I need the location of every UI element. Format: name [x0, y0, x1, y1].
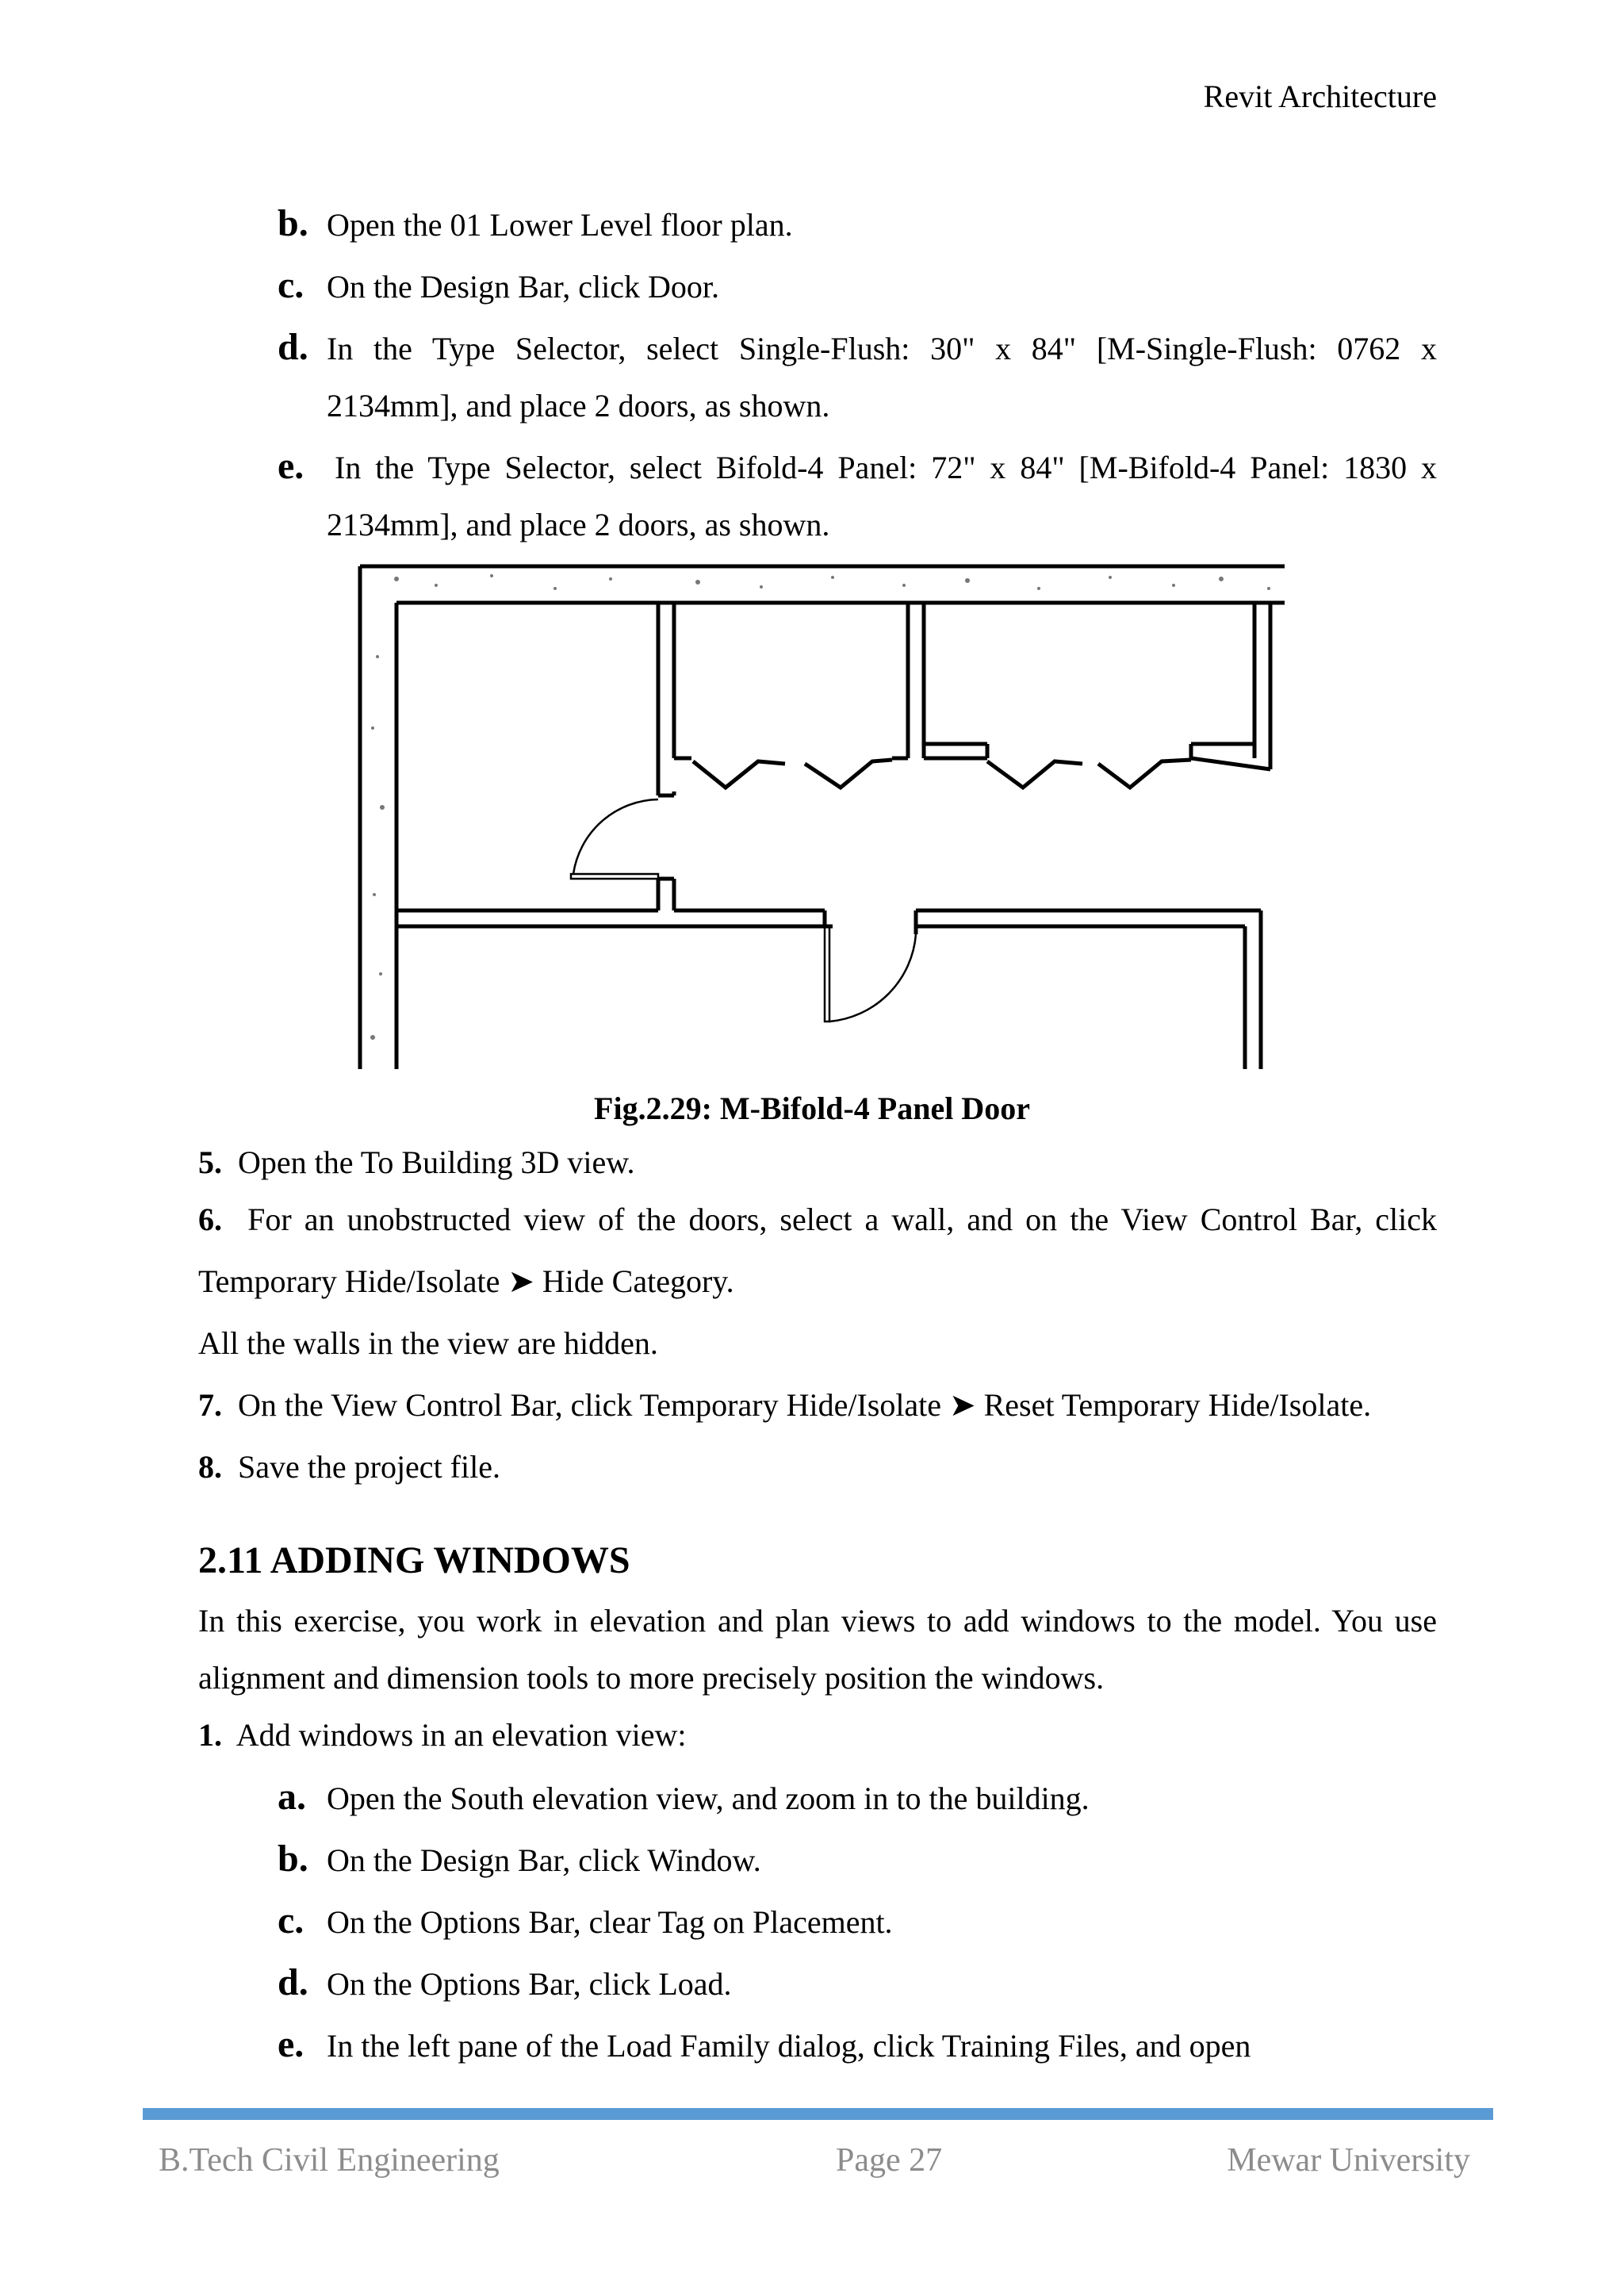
step-letter: d.: [278, 1961, 308, 2003]
section-intro-line: alignment and dimension tools to more precisely position the windows.: [198, 1660, 1105, 1696]
step-letter: a.: [278, 1776, 306, 1818]
running-header: Revit Architecture: [1203, 79, 1437, 114]
numbered-step: [198, 1204, 1437, 1236]
step-text: Save the project file.: [238, 1449, 500, 1485]
footer-left: B.Tech Civil Engineering: [159, 2142, 500, 2179]
step-text: In the left pane of the Load Family dialog, click Training Files, and open: [327, 2028, 1251, 2064]
single-flush-door-leaf: [571, 874, 658, 879]
step-text-line: 2134mm], and place 2 doors, as shown.: [327, 388, 830, 424]
step-text-line: In the Type Selector, select Bifold-4 Panel: 72" x 84" [M-Bifold-4 Panel: 1830 x: [335, 450, 1437, 485]
step-letter: d.: [278, 326, 308, 368]
step-text: Open the To Building 3D view.: [238, 1144, 635, 1180]
plain-paragraph: All the walls in the view are hidden.: [198, 1325, 658, 1361]
step-letter: c.: [278, 264, 304, 306]
section-heading: 2.11 ADDING WINDOWS: [198, 1539, 630, 1581]
step-text: Open the South elevation view, and zoom in to the building.: [327, 1780, 1090, 1816]
step-text: Add windows in an elevation view:: [236, 1717, 687, 1753]
step-letter: b.: [278, 202, 308, 244]
step-text-line: In the Type Selector, select Single-Flush: 30" x 84" [M-Single-Flush: 0762 x: [327, 331, 1437, 366]
step-text-line: For an unobstructed view of the doors, select a wall, and on the View Control Bar, click: [247, 1202, 1438, 1237]
step-text: On the Options Bar, clear Tag on Placement.: [327, 1904, 893, 1940]
wall-hatch: [370, 574, 1270, 1040]
step-number: 6.: [198, 1202, 222, 1237]
step-letter: e.: [278, 445, 304, 487]
bifold-door-panels: [693, 760, 1191, 788]
step-number: 5.: [198, 1144, 222, 1180]
step-text: On the Design Bar, click Door.: [327, 269, 719, 305]
numbered-step: [198, 1144, 635, 1180]
single-flush-door-leaf: [825, 926, 829, 1022]
step-number: 7.: [198, 1387, 222, 1423]
figure-caption: Fig.2.29: M-Bifold-4 Panel Door: [594, 1091, 1030, 1126]
numbered-step: [198, 1389, 1371, 1421]
door-swing-arc: [829, 934, 916, 1022]
step-letter: c.: [278, 1899, 304, 1941]
step-number: 1.: [198, 1717, 222, 1753]
step-text-line: Temporary Hide/Isolate ➤ Hide Category.: [198, 1263, 734, 1299]
step-text: On the Design Bar, click Window.: [327, 1842, 761, 1878]
section-intro-line: In this exercise, you work in elevation and plan views to add windows to the model. You use: [198, 1603, 1437, 1639]
step-text: Open the 01 Lower Level floor plan.: [327, 207, 793, 243]
step-letter: e.: [278, 2023, 304, 2065]
door-swing-arc: [573, 799, 658, 874]
step-letter: b.: [278, 1838, 308, 1880]
step-text: On the View Control Bar, click Temporary Hide/Isolate ➤ Reset Temporary Hide/Isolate.: [238, 1387, 1372, 1423]
footer-rule: [143, 2108, 1493, 2120]
step-text-line: 2134mm], and place 2 doors, as shown.: [327, 507, 830, 542]
footer-right: Mewar University: [1227, 2142, 1470, 2179]
step-number: 8.: [198, 1449, 222, 1485]
floor-plan-drawing: [349, 562, 1288, 1072]
step-text: On the Options Bar, click Load.: [327, 1966, 732, 2002]
numbered-step: [198, 1719, 686, 1751]
page-number: Page 27: [836, 2142, 943, 2179]
numbered-step: [198, 1451, 500, 1483]
